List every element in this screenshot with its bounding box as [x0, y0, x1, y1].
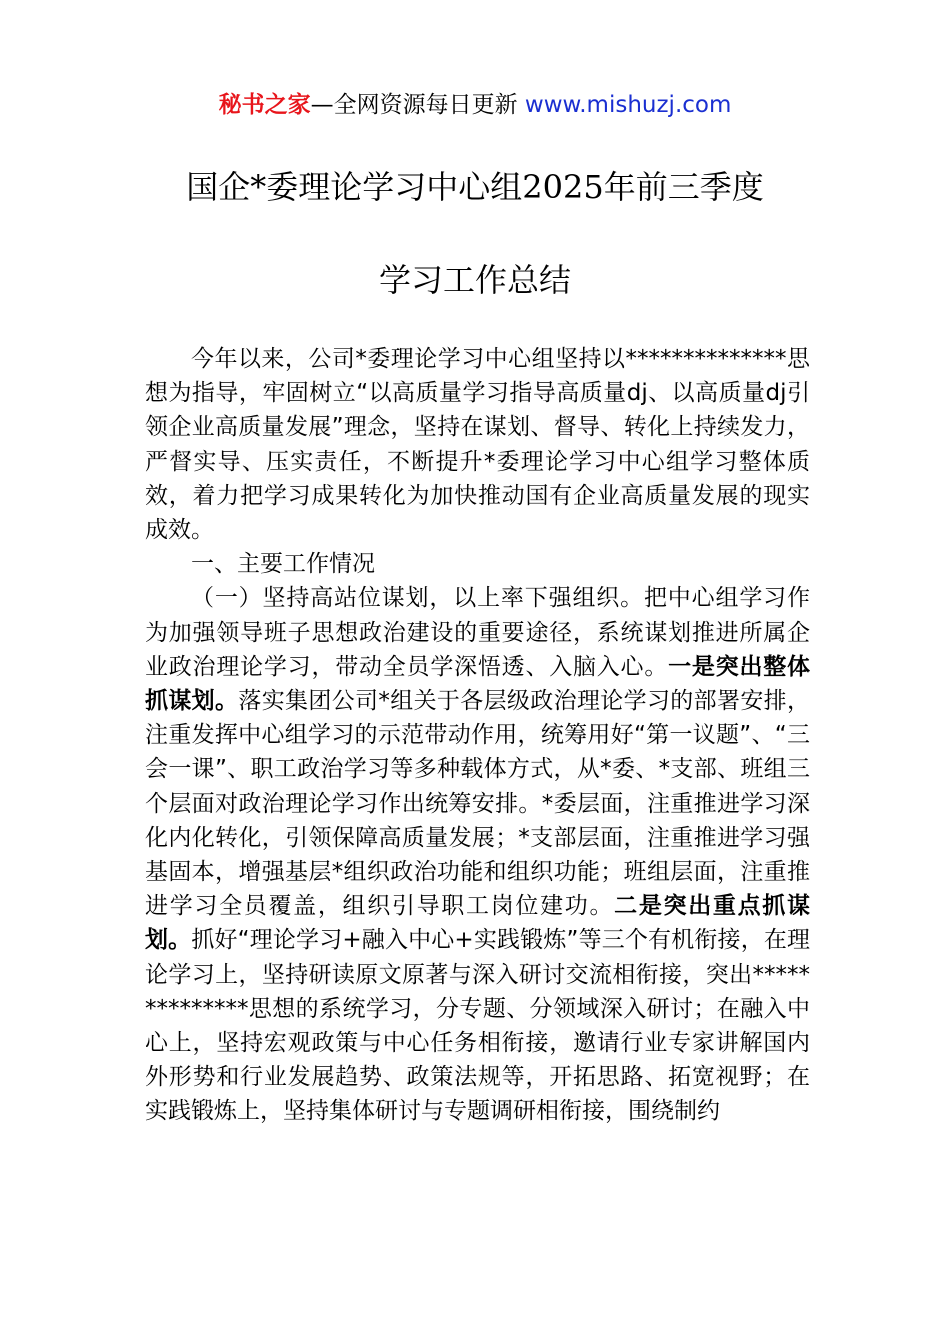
- document-title-line1: 国企*委理论学习中心组2025年前三季度: [186, 168, 764, 206]
- site-url-link[interactable]: www.mishuzj.com: [524, 92, 732, 118]
- paragraph-lead: （一）坚持高站位谋划，以上率下强组织。把中心组学习作为加强领导班子思想政治建设的重要途径，系统谋划推进所属企业政治理论学习，带动全员学深悟透、入脑入心。: [145, 585, 810, 680]
- point1-text: 落实集团公司*组关于各层级政治理论学习的部署安排，注重发挥中心组学习的示范带动作用，统筹用好“第一议题”、“三会一课”、职工政治学习等多种载体方式，从*委、*支部、班组三个层面对政治理论学习作出统筹安排。*委层面，注重推进学习深化内化转化，引领保障高质量发展；*支部层面，注重推进学习强基固本，增强基层*组织政治功能和组织功能；班组层面，注重推进学习全员覆盖，组织引导职工岗位建功。: [145, 688, 811, 920]
- document-body: [145, 342, 810, 1129]
- point2-text: 抓好“理论学习+融入中心+实践锻炼”等三个有机衔接，在理论学习上，坚持研读原文原著与深入研讨交流相衔接，突出**************思想的系统学习，分专题、分领域深入研讨；在融入中心上，坚持宏观政策与中心任务相衔接，邀请行业专家讲解国内外形势和行业发展趋势、政策法规等，开拓思路、拓宽视野；在实践锻炼上，坚持集体研讨与专题调研相衔接，围绕制约: [145, 927, 811, 1125]
- point1-title: 一是突出整体抓谋划。: [145, 653, 811, 715]
- section-heading: 一、主要工作情况: [191, 551, 375, 578]
- point2-title: 二是突出重点抓谋划。: [145, 893, 811, 954]
- site-brand: 秘书之家: [218, 92, 311, 118]
- document-title-line2: 学习工作总结: [378, 261, 571, 299]
- section-paragraph: [145, 581, 810, 1128]
- intro-paragraph: 今年以来，公司*委理论学习中心组坚持以**************思想为指导，牢固树立“以高质量学习指导高质量dj、以高质量dj引领企业高质量发展”理念，坚持在谋划、督导、转化上持续发力，严督实导、压实责任，不断提升*委理论学习中心组学习整体质效，着力把学习成果转化为加快推动国有企业高质量发展的现实成效。: [145, 346, 810, 544]
- site-header: [0, 88, 950, 122]
- site-tagline: —全网资源每日更新: [310, 92, 525, 118]
